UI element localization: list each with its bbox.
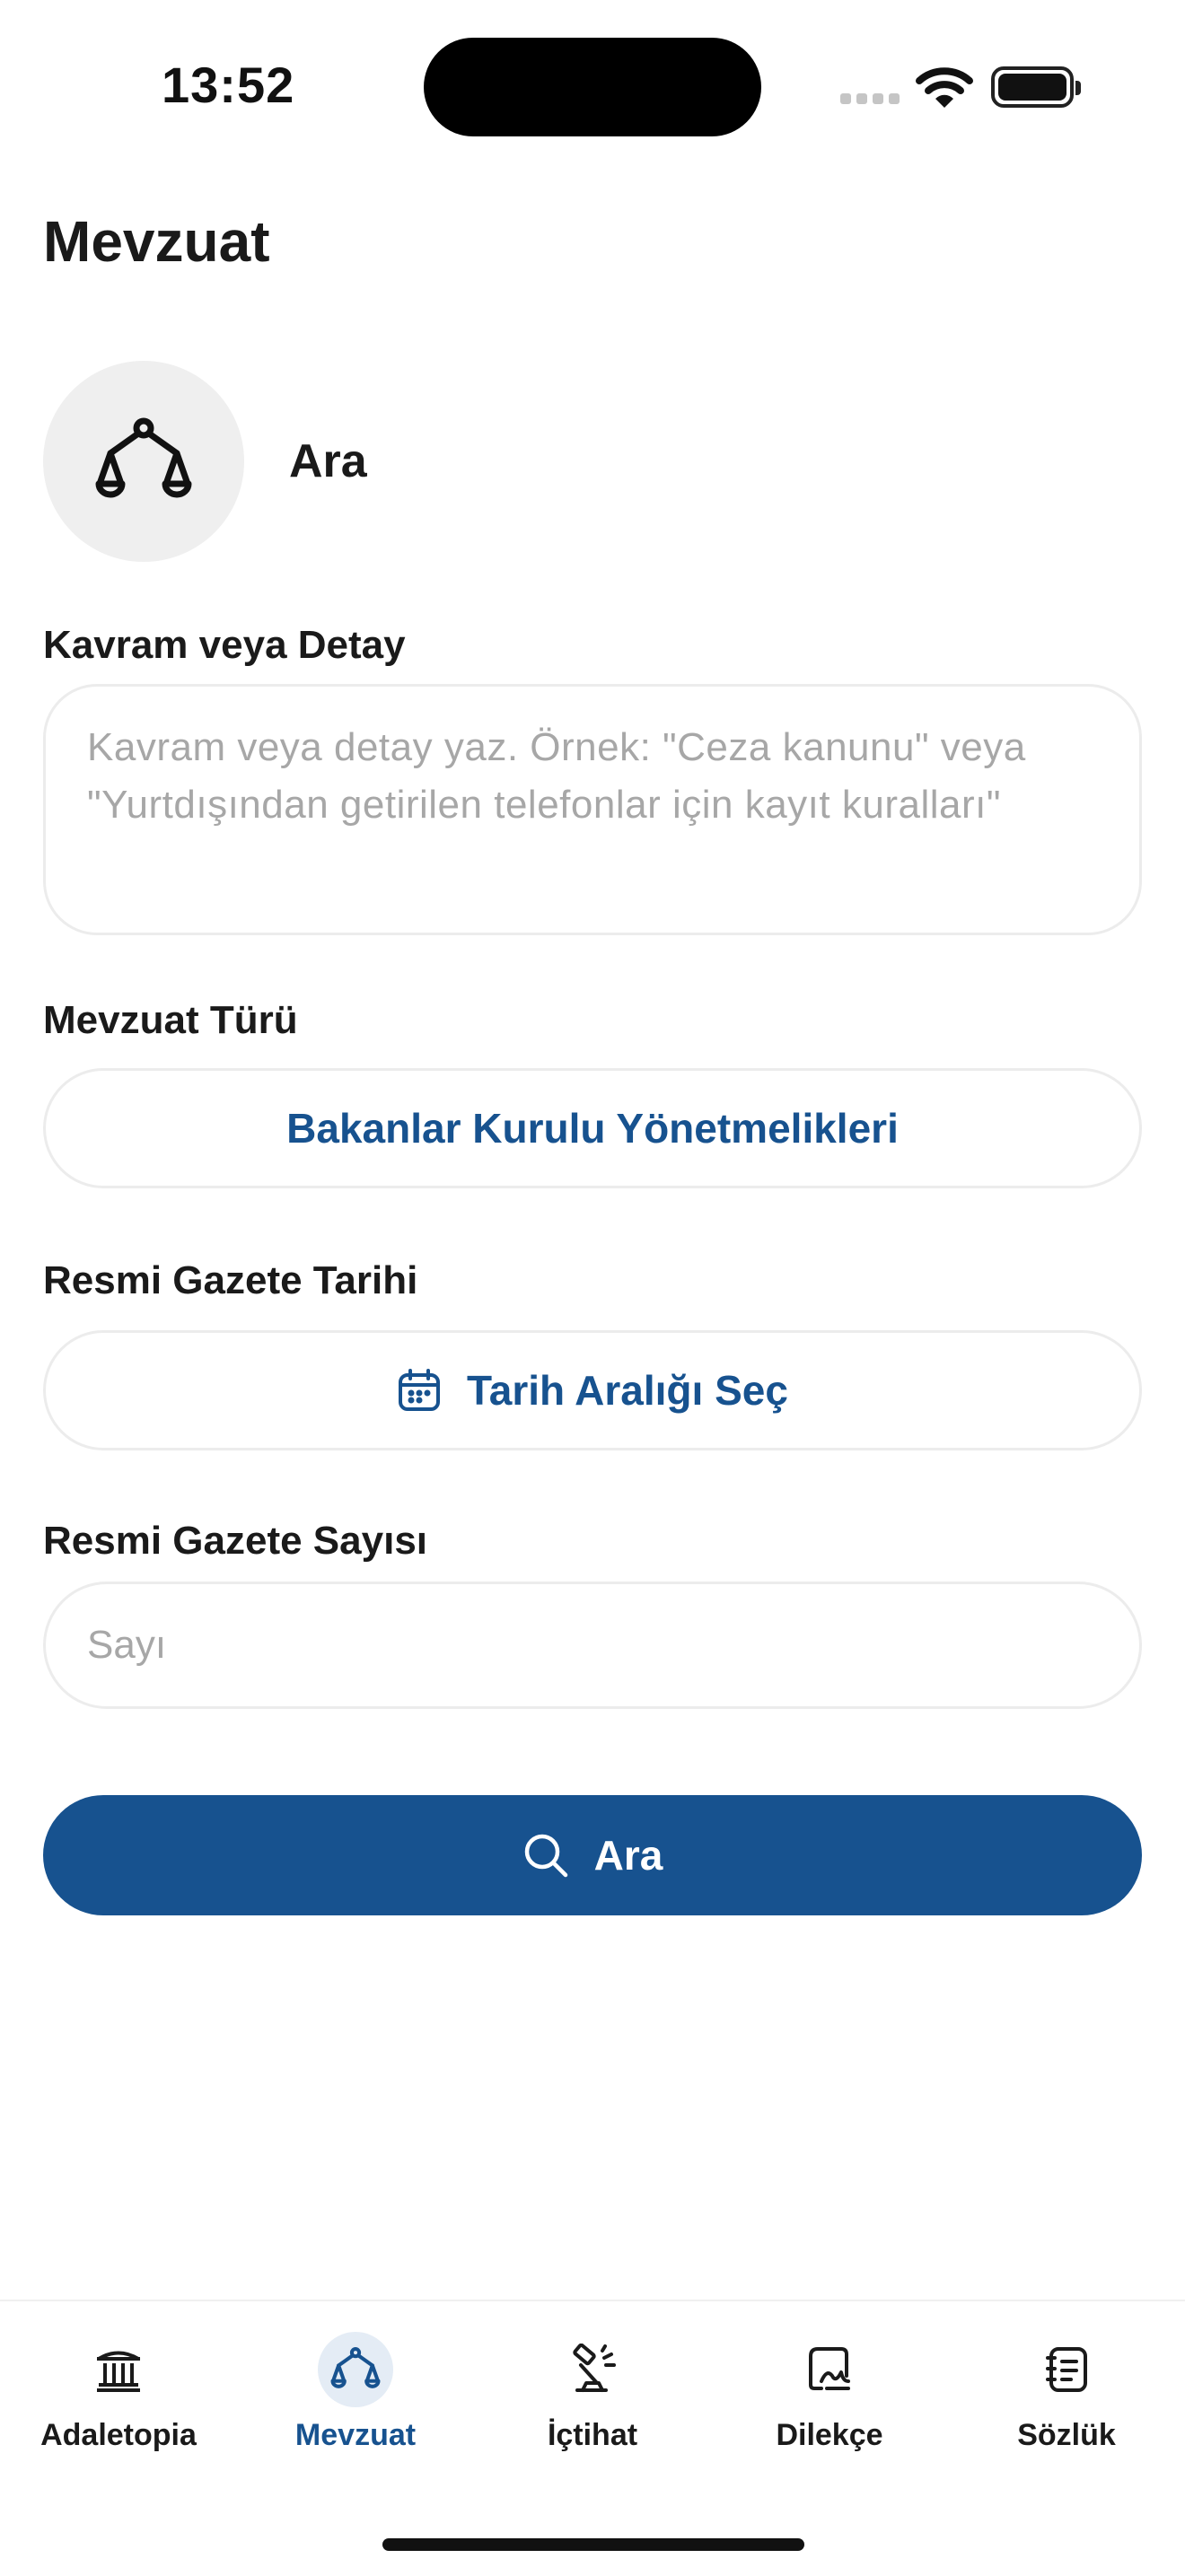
- gavel-icon: [555, 2332, 630, 2407]
- date-range-label: Tarih Aralığı Seç: [467, 1367, 788, 1414]
- tab-dilekce[interactable]: [711, 2332, 948, 2453]
- section-title: Ara: [289, 435, 367, 487]
- home-indicator: [382, 2538, 804, 2551]
- tab-label: İçtihat: [547, 2418, 638, 2452]
- tab-sozluk[interactable]: [948, 2332, 1185, 2453]
- status-time: 13:52: [162, 57, 295, 113]
- tab-label: Sözlük: [1017, 2418, 1116, 2452]
- tab-label: Mevzuat: [294, 2418, 417, 2452]
- scales-icon: [94, 412, 193, 511]
- search-icon: [522, 1832, 569, 1879]
- tab-label: Dilekçe: [776, 2418, 883, 2452]
- wifi-icon: [916, 65, 973, 116]
- search-button-label: Ara: [593, 1832, 663, 1879]
- tab-mevzuat[interactable]: [237, 2332, 474, 2453]
- gazette-date-label: Resmi Gazete Tarihi: [43, 1258, 418, 1302]
- notebook-icon: [1029, 2332, 1104, 2407]
- courthouse-icon: [81, 2332, 156, 2407]
- gazette-number-input[interactable]: Sayı: [43, 1582, 1142, 1709]
- concept-label: Kavram veya Detay: [43, 623, 406, 667]
- dynamic-island: [424, 38, 761, 136]
- gazette-number-label: Resmi Gazete Sayısı: [43, 1519, 428, 1563]
- scales-icon: [318, 2332, 393, 2407]
- calendar-icon: [397, 1368, 442, 1413]
- page-title: Mevzuat: [43, 209, 270, 274]
- tab-label: Adaletopia: [40, 2418, 197, 2452]
- tab-ictihat[interactable]: [474, 2332, 711, 2453]
- legislation-type-select[interactable]: [43, 1068, 1142, 1188]
- legislation-type-label: Mevzuat Türü: [43, 998, 298, 1042]
- search-button[interactable]: [43, 1795, 1142, 1915]
- battery-icon: [991, 66, 1074, 108]
- avatar: [43, 361, 244, 562]
- document-signature-icon: [792, 2332, 867, 2407]
- concept-textarea[interactable]: Kavram veya detay yaz. Örnek: "Ceza kanunu" veya "Yurtdışından getirilen telefonlar için kayıt kuralları": [43, 684, 1142, 935]
- date-range-button[interactable]: [43, 1330, 1142, 1450]
- tab-adaletopia[interactable]: [0, 2332, 237, 2453]
- cellular-signal-icon: [840, 93, 900, 104]
- legislation-type-value: Bakanlar Kurulu Yönetmelikleri: [286, 1105, 899, 1152]
- tab-bar: [0, 2300, 1185, 2576]
